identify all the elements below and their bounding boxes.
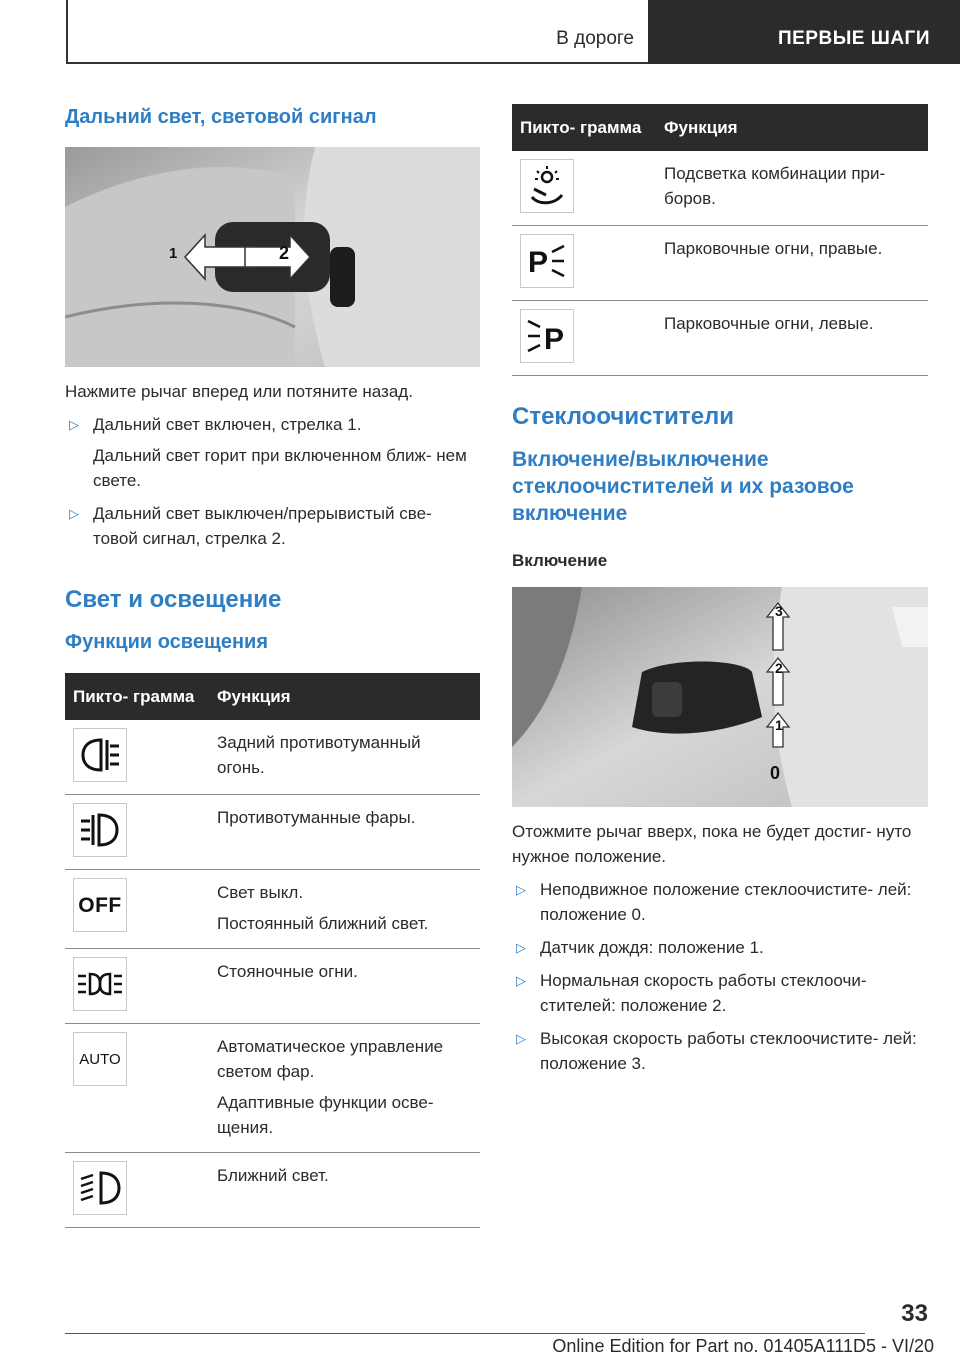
svg-text:P: P bbox=[528, 246, 549, 279]
auto-icon-label: AUTO bbox=[79, 1050, 121, 1068]
function-text: Постоянный ближний свет. bbox=[217, 914, 429, 933]
table-header-function: Функция bbox=[656, 104, 928, 151]
function-text: Стояночные огни. bbox=[217, 962, 358, 981]
high-beam-lever-photo bbox=[65, 147, 480, 367]
table-row bbox=[512, 226, 928, 301]
instrument-lighting-icon bbox=[520, 159, 574, 213]
function-text: Противотуманные фары. bbox=[217, 808, 416, 827]
table-row bbox=[65, 720, 480, 795]
table-row bbox=[512, 301, 928, 376]
table-header-pictogram: Пикто- грамма bbox=[65, 673, 209, 720]
wiper-intro: Отожмите рычаг вверх, пока не будет достиг- нуто нужное положение. bbox=[512, 822, 912, 866]
header-chapter-title: ПЕРВЫЕ ШАГИ bbox=[648, 0, 960, 64]
bullet-item bbox=[512, 968, 928, 1018]
bullet-item bbox=[512, 877, 928, 927]
bullet-triangle-icon: ▷ bbox=[69, 417, 79, 432]
function-text: Адаптивные функции осве- щения. bbox=[217, 1093, 434, 1137]
rear-fog-light-icon bbox=[73, 728, 127, 782]
subsection-title-lighting-functions: Функции освещения bbox=[65, 631, 268, 653]
table-row bbox=[512, 151, 928, 226]
function-text: Свет выкл. bbox=[217, 883, 304, 902]
bullet-triangle-icon: ▷ bbox=[516, 1031, 526, 1046]
function-text: Подсветка комбинации при- боров. bbox=[664, 164, 886, 208]
bullet-text: Дальний свет включен, стрелка 1. bbox=[93, 415, 362, 434]
edition-text: Online Edition for Part no. 01405A111D5 - VI/20 bbox=[552, 1336, 934, 1356]
bullet-text: Нормальная скорость работы стеклоочи- стителей: положение 2. bbox=[540, 971, 867, 1015]
auto-icon bbox=[73, 1032, 127, 1086]
off-icon bbox=[73, 878, 127, 932]
table-row bbox=[65, 949, 480, 1024]
bullet-triangle-icon: ▷ bbox=[516, 882, 526, 897]
function-text: Парковочные огни, левые. bbox=[664, 314, 874, 333]
bullet-text: Дальний свет выключен/прерывистый све- товой сигнал, стрелка 2. bbox=[93, 504, 432, 548]
table-row bbox=[65, 870, 480, 949]
wiper-position-label-2: 2 bbox=[775, 660, 783, 676]
arrow-label-1: 1 bbox=[169, 245, 178, 262]
lighting-functions-table bbox=[65, 673, 480, 1228]
bullet-extra-text: Дальний свет горит при включенном ближ- нем свете. bbox=[93, 446, 467, 490]
wiper-lever-photo bbox=[512, 587, 928, 807]
high-beam-intro: Нажмите рычаг вперед или потяните назад. bbox=[65, 382, 413, 401]
function-text: Автоматическое управление светом фар. bbox=[217, 1037, 444, 1081]
function-text: Задний противотуманный огонь. bbox=[217, 733, 421, 777]
parking-lights-icon bbox=[73, 957, 127, 1011]
page-number: 33 bbox=[901, 1300, 928, 1327]
lighting-functions-table-continued bbox=[512, 104, 928, 376]
off-icon-label: OFF bbox=[78, 893, 122, 917]
bullet-item bbox=[512, 935, 928, 960]
wiper-position-label-3: 3 bbox=[775, 603, 783, 619]
front-fog-lights-icon bbox=[73, 803, 127, 857]
function-text: Парковочные огни, правые. bbox=[664, 239, 883, 258]
left-column bbox=[65, 104, 480, 1228]
section-title-light: Свет и освещение bbox=[65, 586, 282, 613]
right-column bbox=[512, 104, 928, 1076]
parking-left-icon bbox=[520, 309, 574, 363]
table-row bbox=[65, 795, 480, 870]
section-title-high-beam: Дальний свет, световой сигнал bbox=[65, 106, 377, 128]
header-section-title: В дороге bbox=[556, 28, 634, 49]
bullet-item bbox=[512, 1026, 928, 1076]
bullet-triangle-icon: ▷ bbox=[69, 506, 79, 521]
table-header-pictogram: Пикто- грамма bbox=[512, 104, 656, 151]
bullet-triangle-icon: ▷ bbox=[516, 973, 526, 988]
footer-divider bbox=[65, 1333, 865, 1334]
bullet-text: Датчик дождя: положение 1. bbox=[540, 938, 764, 957]
wiper-position-label-0: 0 bbox=[770, 763, 781, 783]
table-row bbox=[65, 1153, 480, 1228]
low-beam-icon bbox=[73, 1161, 127, 1215]
section-title-wipers: Стеклоочистители bbox=[512, 403, 735, 430]
bullet-triangle-icon: ▷ bbox=[516, 940, 526, 955]
bullet-text: Высокая скорость работы стеклоочистите- лей: положение 3. bbox=[540, 1029, 917, 1073]
table-row bbox=[65, 1024, 480, 1153]
subsection-title-wipers-onoff: Включение/выключение стеклоочистителей и их разовое включение bbox=[512, 448, 854, 525]
table-header-function: Функция bbox=[209, 673, 480, 720]
function-text: Ближний свет. bbox=[217, 1166, 329, 1185]
subsection-title-on: Включение bbox=[512, 551, 608, 570]
bullet-item bbox=[65, 412, 480, 493]
svg-text:P: P bbox=[544, 323, 565, 356]
parking-right-icon bbox=[520, 234, 574, 288]
bullet-text: Неподвижное положение стеклоочистите- лей: положение 0. bbox=[540, 880, 912, 924]
bullet-item bbox=[65, 501, 480, 551]
wiper-position-label-1: 1 bbox=[775, 717, 783, 733]
arrow-label-2: 2 bbox=[279, 243, 290, 263]
